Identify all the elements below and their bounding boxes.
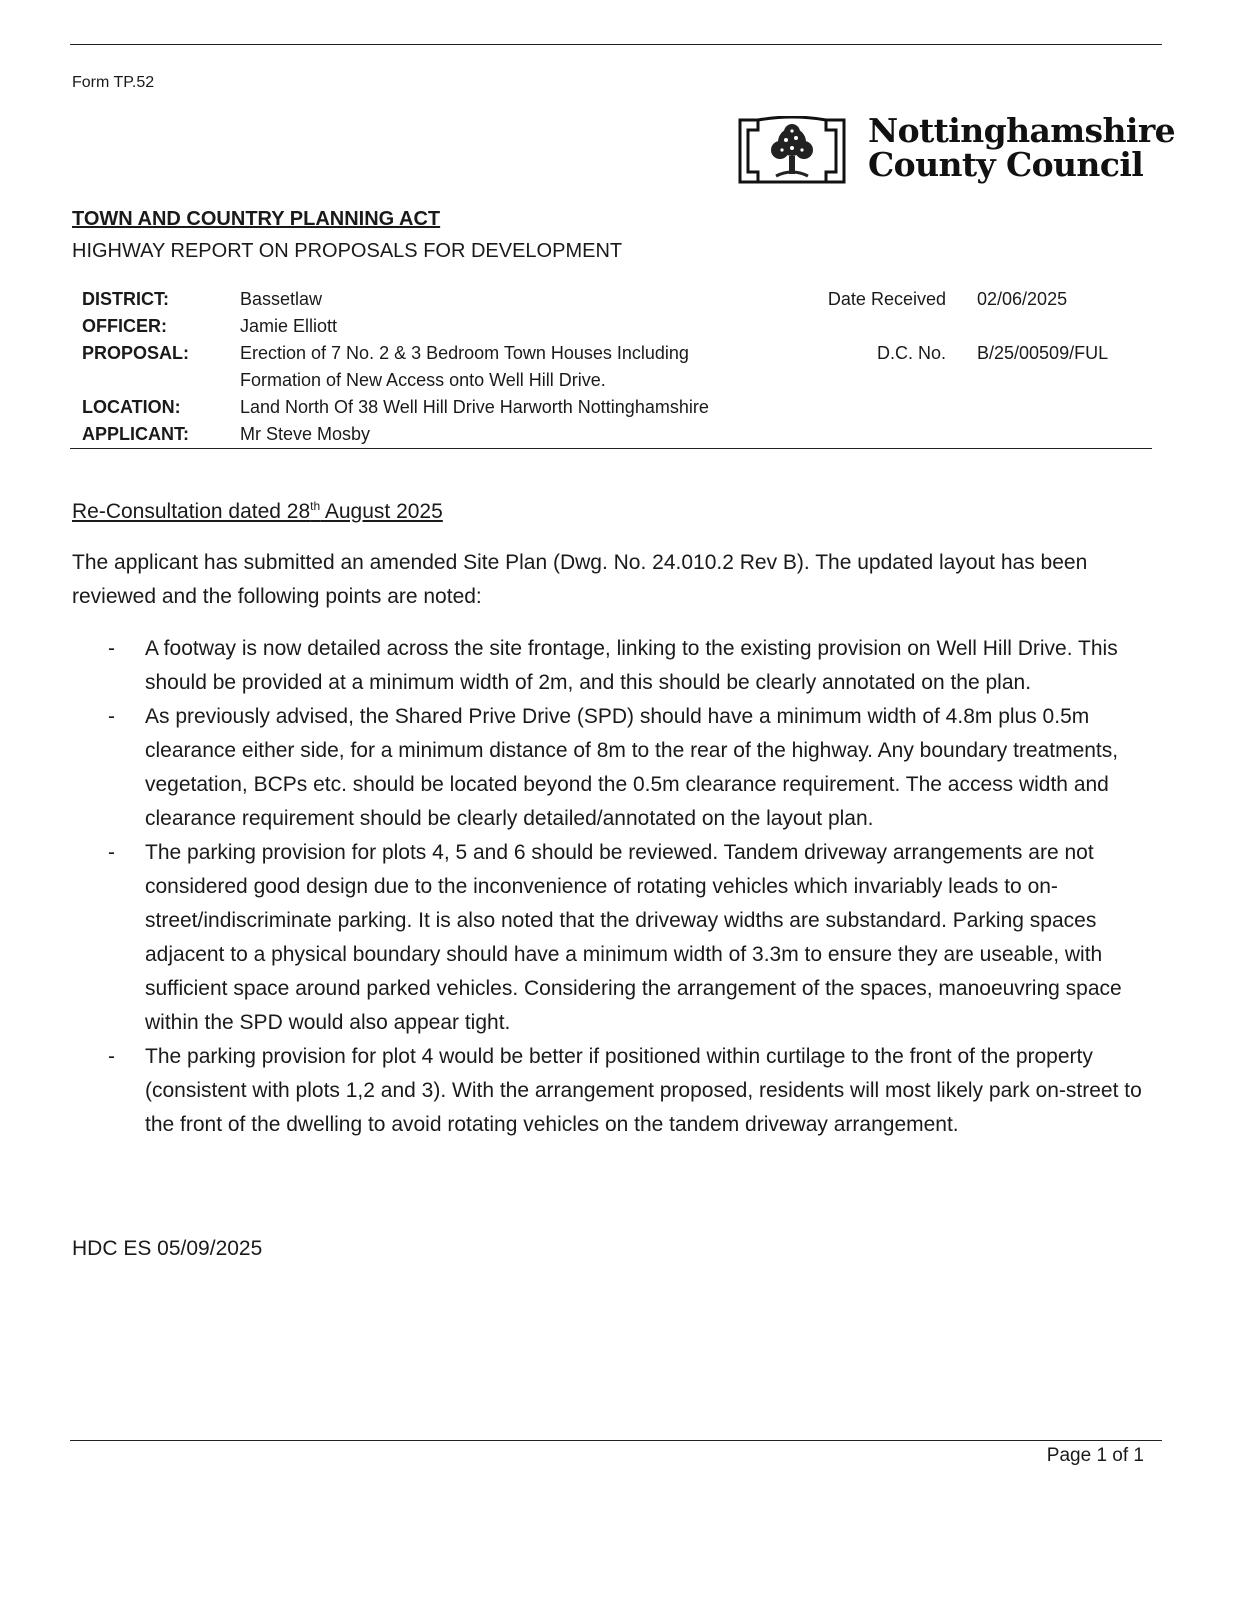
location-label: LOCATION: (82, 397, 181, 417)
location-value: Land North Of 38 Well Hill Drive Harworth Nottinghamshire (240, 397, 709, 417)
reconsultation-suffix: August 2025 (320, 500, 443, 523)
officer-value: Jamie Elliott (240, 316, 338, 336)
dc-no-label: D.C. No. (876, 343, 946, 363)
act-title: TOWN AND COUNTRY PLANNING ACT (72, 208, 441, 230)
proposal-label: PROPOSAL: (82, 343, 190, 363)
bottom-rule (70, 1440, 1162, 1441)
list-item (72, 1040, 1162, 1142)
bullet-dash: - (108, 637, 115, 660)
applicant-label: APPLICANT: (82, 424, 189, 444)
applicant-value: Mr Steve Mosby (240, 424, 371, 444)
point-text: As previously advised, the Shared Prive Drive (SPD) should have a minimum width of 4.8m plus 0.5m clearance either side, for a minimum distance of 8m to the rear of the highway. Any boundary treatments, vegetation, BCPs etc. should be located beyond the 0.5m clearance requirement. The access width and clearance requirement should be clearly detailed/annotated on the layout plan. (145, 705, 1119, 830)
bullet-dash: - (108, 1045, 115, 1068)
reconsultation-sup: th (310, 499, 321, 513)
reconsultation-heading (72, 499, 443, 524)
list-item (72, 836, 1162, 1040)
intro-paragraph: The applicant has submitted an amended Site Plan (Dwg. No. 24.010.2 Rev B). The updated layout has been reviewed and the following points are noted: (72, 551, 1088, 608)
list-item (72, 632, 1162, 700)
council-name-line1: Nottinghamshire (868, 111, 1176, 150)
council-logo (744, 111, 1176, 190)
meta-rule (70, 448, 1152, 449)
date-received-value: 02/06/2025 (977, 289, 1068, 309)
points-list (72, 632, 1162, 1142)
council-name-line2: County Council (868, 145, 1144, 184)
list-item (72, 700, 1162, 836)
district-value: Bassetlaw (240, 289, 323, 309)
top-rule (70, 44, 1162, 45)
point-text: A footway is now detailed across the site frontage, linking to the existing provision on Well Hill Drive. This should be provided at a minimum width of 2m, and this should be clearly annotated on the plan. (145, 637, 1118, 694)
council-name (868, 111, 1176, 184)
bullet-dash: - (108, 841, 115, 864)
report-title: HIGHWAY REPORT ON PROPOSALS FOR DEVELOPMENT (72, 240, 623, 262)
reconsultation-prefix: Re-Consultation dated 28 (72, 500, 311, 523)
proposal-line2: Formation of New Access onto Well Hill Drive. (240, 370, 606, 390)
point-text: The parking provision for plots 4, 5 and 6 should be reviewed. Tandem driveway arrangements are not considered good design due to the inconvenience of rotating vehicles which invariably leads to on-street/indiscriminate parking. It is also noted that the driveway widths are substandard. Parking spaces adjacent to a physical boundary should have a minimum width of 3.3m to ensure they are useable, with sufficient space around parked vehicles. Considering the arrangement of the spaces, manoeuvring space within the SPD would also appear tight. (145, 841, 1122, 1034)
form-id: Form TP.52 (72, 74, 155, 91)
district-label: DISTRICT: (82, 289, 169, 309)
signoff: HDC ES 05/09/2025 (72, 1237, 263, 1260)
bullet-dash: - (108, 705, 115, 728)
date-received-label: Date Received (827, 289, 946, 309)
page-number: Page 1 of 1 (1046, 1445, 1144, 1466)
officer-label: OFFICER: (82, 316, 167, 336)
point-text: The parking provision for plot 4 would be better if positioned within curtilage to the front of the property (consistent with plots 1,2 and 3). With the arrangement proposed, residents will most likely park on-street to the front of the dwelling to avoid rotating vehicles on the tandem driveway arrangement. (145, 1045, 1142, 1136)
proposal-line1: Erection of 7 No. 2 & 3 Bedroom Town Houses Including (240, 343, 689, 363)
dc-no-value: B/25/00509/FUL (977, 343, 1109, 363)
council-crest-icon (736, 116, 848, 186)
